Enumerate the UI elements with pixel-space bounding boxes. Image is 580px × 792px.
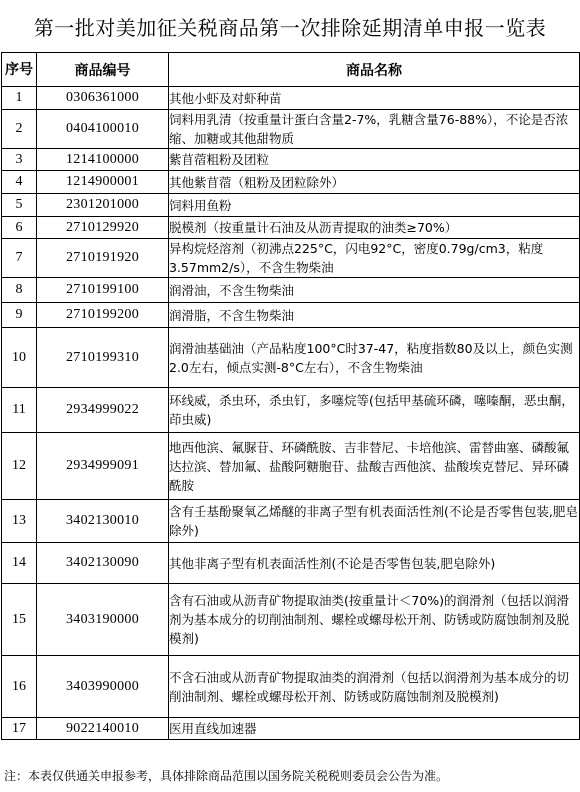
table-row (2, 500, 580, 543)
row-no: 8 (2, 278, 37, 303)
row-no: 1 (2, 87, 37, 110)
row-no: 5 (2, 194, 37, 217)
row-no: 12 (2, 433, 37, 500)
table-row (2, 328, 580, 388)
row-code: 0306361000 (37, 87, 169, 110)
row-name: 其他小虾及对虾种苗 (169, 90, 282, 106)
row-code: 2934999091 (37, 433, 169, 500)
table-row (2, 718, 580, 740)
row-code: 1214900001 (37, 171, 169, 194)
row-no: 3 (2, 149, 37, 171)
table-row (2, 149, 580, 171)
row-no: 17 (2, 718, 37, 740)
table-row (2, 194, 580, 217)
table-row (2, 388, 580, 433)
row-code: 2301201000 (37, 194, 169, 217)
table-row (2, 543, 580, 584)
row-name: 润滑油基础油（产品粘度100°C时37-47，粘度指数80及以上，颜色实测2.0左右，倾点实测-8°C左右），不含生物柴油 (169, 340, 573, 375)
table-header-row (2, 53, 580, 87)
row-name: 含有壬基酚聚氧乙烯醚的非离子型有机表面活性剂(不论是否零售包装,肥皂除外) (169, 504, 578, 538)
row-no: 11 (2, 388, 37, 433)
exclusion-list-table (1, 52, 580, 740)
row-code: 2710199310 (37, 328, 169, 388)
row-code: 3403190000 (37, 584, 169, 656)
row-no: 6 (2, 217, 37, 239)
row-no: 7 (2, 239, 37, 278)
row-code: 2710199100 (37, 278, 169, 303)
row-code: 2710199200 (37, 303, 169, 328)
row-code: 2710129920 (37, 217, 169, 239)
row-code: 0404100010 (37, 110, 169, 149)
row-name: 饲料用鱼粉 (169, 197, 232, 213)
table-row (2, 217, 580, 239)
row-name: 异构烷烃溶剂（初沸点225°C，闪电92°C，密度0.79g/cm3，粘度3.57mm2/s），不含生物柴油 (169, 241, 544, 275)
row-no: 16 (2, 656, 37, 718)
row-name: 其他紫苜蓿（粗粉及团粒除外） (169, 174, 345, 190)
row-no: 14 (2, 543, 37, 584)
page-title: 第一批对美加征关税商品第一次排除延期清单申报一览表 (33, 15, 547, 40)
row-no: 15 (2, 584, 37, 656)
table-row (2, 584, 580, 656)
row-name: 紫苜蓿粗粉及团粒 (169, 152, 270, 167)
row-code: 3403990000 (37, 656, 169, 718)
column-header-no: 序号 (2, 53, 37, 87)
row-no: 9 (2, 303, 37, 328)
row-code: 3402130090 (37, 543, 169, 584)
table-row (2, 239, 580, 278)
row-name: 润滑脂，不含生物柴油 (169, 307, 295, 323)
row-code: 2710191920 (37, 239, 169, 278)
row-name: 润滑油，不含生物柴油 (169, 282, 295, 298)
row-name: 其他非离子型有机表面活性剂(不论是否零售包装,肥皂除外) (169, 555, 496, 571)
row-name: 含有石油或从沥青矿物提取油类(按重量计＜70%)的润滑剂（包括以润滑剂为基本成分的切削油制剂、螺栓或螺母松开剂、防锈或防腐蚀制剂及脱模剂) (169, 593, 570, 646)
table-row (2, 110, 580, 149)
row-no: 10 (2, 328, 37, 388)
table-row (2, 433, 580, 500)
footnote: 注：本表仅供通关申报参考，具体排除商品范围以国务院关税税则委员会公告为准。 (4, 769, 449, 783)
row-code: 9022140010 (37, 718, 169, 740)
row-name: 医用直线加速器 (169, 721, 257, 736)
column-header-code: 商品编号 (37, 53, 169, 87)
table-row (2, 278, 580, 303)
row-name: 不含石油或从沥青矿物提取油类的润滑剂（包括以润滑剂为基本成分的切削油制剂、螺栓或螺母松开剂、防锈或防腐蚀制剂及脱模剂) (169, 669, 570, 704)
row-name: 地西他滨、氟脲苷、环磷酰胺、吉非替尼、卡培他滨、雷替曲塞、磷酸氟达拉滨、替加氟、盐酸阿糖胞苷、盐酸吉西他滨、盐酸埃克替尼、异环磷酰胺 (169, 439, 570, 493)
row-name: 环线威，杀虫环，杀虫钉，多噻烷等(包括甲基硫环磷，噻嗪酮，恶虫酮，茚虫威) (169, 393, 574, 427)
table-row (2, 303, 580, 328)
row-name: 脱模剂（按重量计石油及从沥青提取的油类≥70%） (169, 220, 458, 235)
table-row (2, 171, 580, 194)
row-name: 饲料用乳清（按重量计蛋白含量2-7%，乳糖含量76-88%），不论是否浓缩、加糖或其他甜物质 (169, 112, 569, 146)
row-no: 2 (2, 110, 37, 149)
column-header-name: 商品名称 (169, 53, 580, 87)
row-code: 1214100000 (37, 149, 169, 171)
table-row (2, 87, 580, 110)
table-row (2, 656, 580, 718)
row-no: 4 (2, 171, 37, 194)
row-no: 13 (2, 500, 37, 543)
row-code: 3402130010 (37, 500, 169, 543)
row-code: 2934999022 (37, 388, 169, 433)
